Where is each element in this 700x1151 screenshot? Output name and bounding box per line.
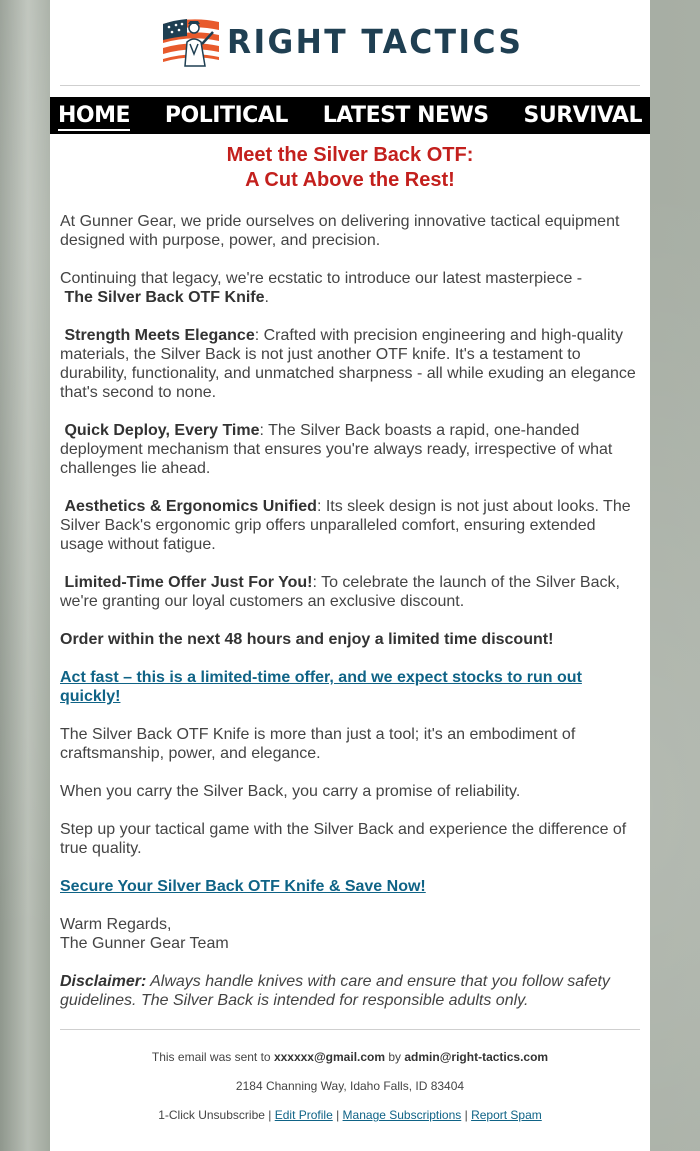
edit-profile-link[interactable]: Edit Profile [274,1108,333,1122]
secure-knife-link[interactable]: Secure Your Silver Back OTF Knife & Save Now! [60,878,426,895]
legacy-end: . [264,289,269,306]
nav-item-political[interactable]: POLITICAL [164,103,288,128]
legacy-text: Continuing that legacy, we're ecstatic to introduce our latest masterpiece - [60,270,583,287]
feature-paragraph [60,326,640,402]
header [50,0,650,86]
signoff [60,915,640,953]
footer-sent-prefix: This email was sent to [151,1050,274,1064]
legacy-paragraph [60,269,640,307]
legacy-product: The Silver Back OTF Knife [64,289,265,306]
disclaimer [60,972,640,1010]
feature-paragraph [60,421,640,478]
footer-sent-line [50,1050,650,1065]
footer-recipient: xxxxxx@gmail.com [273,1050,386,1064]
feature-text: : Crafted with precision engineering and high-quality materials, the Silver Back is not just another OTF knife. It's a testament to durability, functionality, and unmatched sharpness - all while exuding an elegance that's second to none. [60,327,636,401]
feature-title: Quick Deploy, Every Time [64,422,260,439]
feature-title: Limited-Time Offer Just For You! [64,574,313,591]
act-fast-paragraph [60,668,640,706]
email-sheet [50,0,650,1151]
brand-name: RIGHT TACTICS [227,21,524,61]
disclaimer-text: Always handle knives with care and ensure that you follow safety guidelines. The Silver Back is intended for responsible adults only. [60,973,610,1009]
feature-text: : To celebrate the launch of the Silver Back, we're granting our loyal customers an exclusive discount. [60,574,620,610]
headline-line-1: Meet the Silver Back OTF: [226,144,474,166]
order-line: Order within the next 48 hours and enjoy a limited time discount! [60,631,554,648]
brand-logo[interactable] [161,14,539,68]
feature-paragraph [60,497,640,554]
feature-text: : The Silver Back boasts a rapid, one-handed deployment mechanism that ensures you're always ready, irrespective of what challenges lie ahead. [60,422,613,477]
signoff-team: The Gunner Gear Team [60,935,229,952]
promise-paragraph: When you carry the Silver Back, you carry a promise of reliability. [60,783,521,800]
footer [50,1030,650,1123]
signoff-greeting: Warm Regards, [60,916,172,933]
headline-line-2: A Cut Above the Rest! [245,169,455,191]
footer-sent-by: by [385,1050,405,1064]
separator: | [332,1108,343,1122]
feature-title: Strength Meets Elegance [64,327,255,344]
order-paragraph [60,630,640,649]
nav-item-latest-news[interactable]: LATEST NEWS [322,103,489,128]
separator: | [461,1108,472,1122]
nav-item-home[interactable]: HOME [58,97,130,134]
footer-links [50,1108,650,1123]
step-up-paragraph: Step up your tactical game with the Silver Back and experience the difference of true quality. [60,821,627,857]
cta-paragraph [60,877,640,896]
report-spam-link[interactable]: Report Spam [471,1108,542,1122]
footer-sender: admin@right-tactics.com [404,1050,549,1064]
feature-title: Aesthetics & Ergonomics Unified [64,498,317,515]
manage-subscriptions-link[interactable]: Manage Subscriptions [342,1108,462,1122]
header-divider [60,85,640,86]
feature-text: : Its sleek design is not just about looks. The Silver Back's ergonomic grip offers unparalleled comfort, ensuring extended usage without fatigue. [60,498,631,553]
intro-paragraph: At Gunner Gear, we pride ourselves on delivering innovative tactical equipment designed with purpose, power, and precision. [60,213,620,249]
unsubscribe-text[interactable]: 1-Click Unsubscribe [158,1108,265,1122]
disclaimer-label: Disclaimer: [60,973,147,990]
act-fast-link[interactable]: Act fast – this is a limited-time offer, and we expect stocks to run out quickly! [60,669,582,705]
flag-with-patriot-figure-icon [161,14,221,68]
separator: | [264,1108,275,1122]
footer-address: 2184 Channing Way, Idaho Falls, ID 83404 [235,1079,465,1093]
main-nav [50,97,650,134]
headline [50,143,650,193]
email-body [50,212,650,1010]
nav-item-survival[interactable]: SURVIVAL [523,103,642,128]
feature-paragraph [60,573,640,611]
embodiment-paragraph: The Silver Back OTF Knife is more than just a tool; it's an embodiment of craftsmanship, power, and elegance. [60,726,576,762]
